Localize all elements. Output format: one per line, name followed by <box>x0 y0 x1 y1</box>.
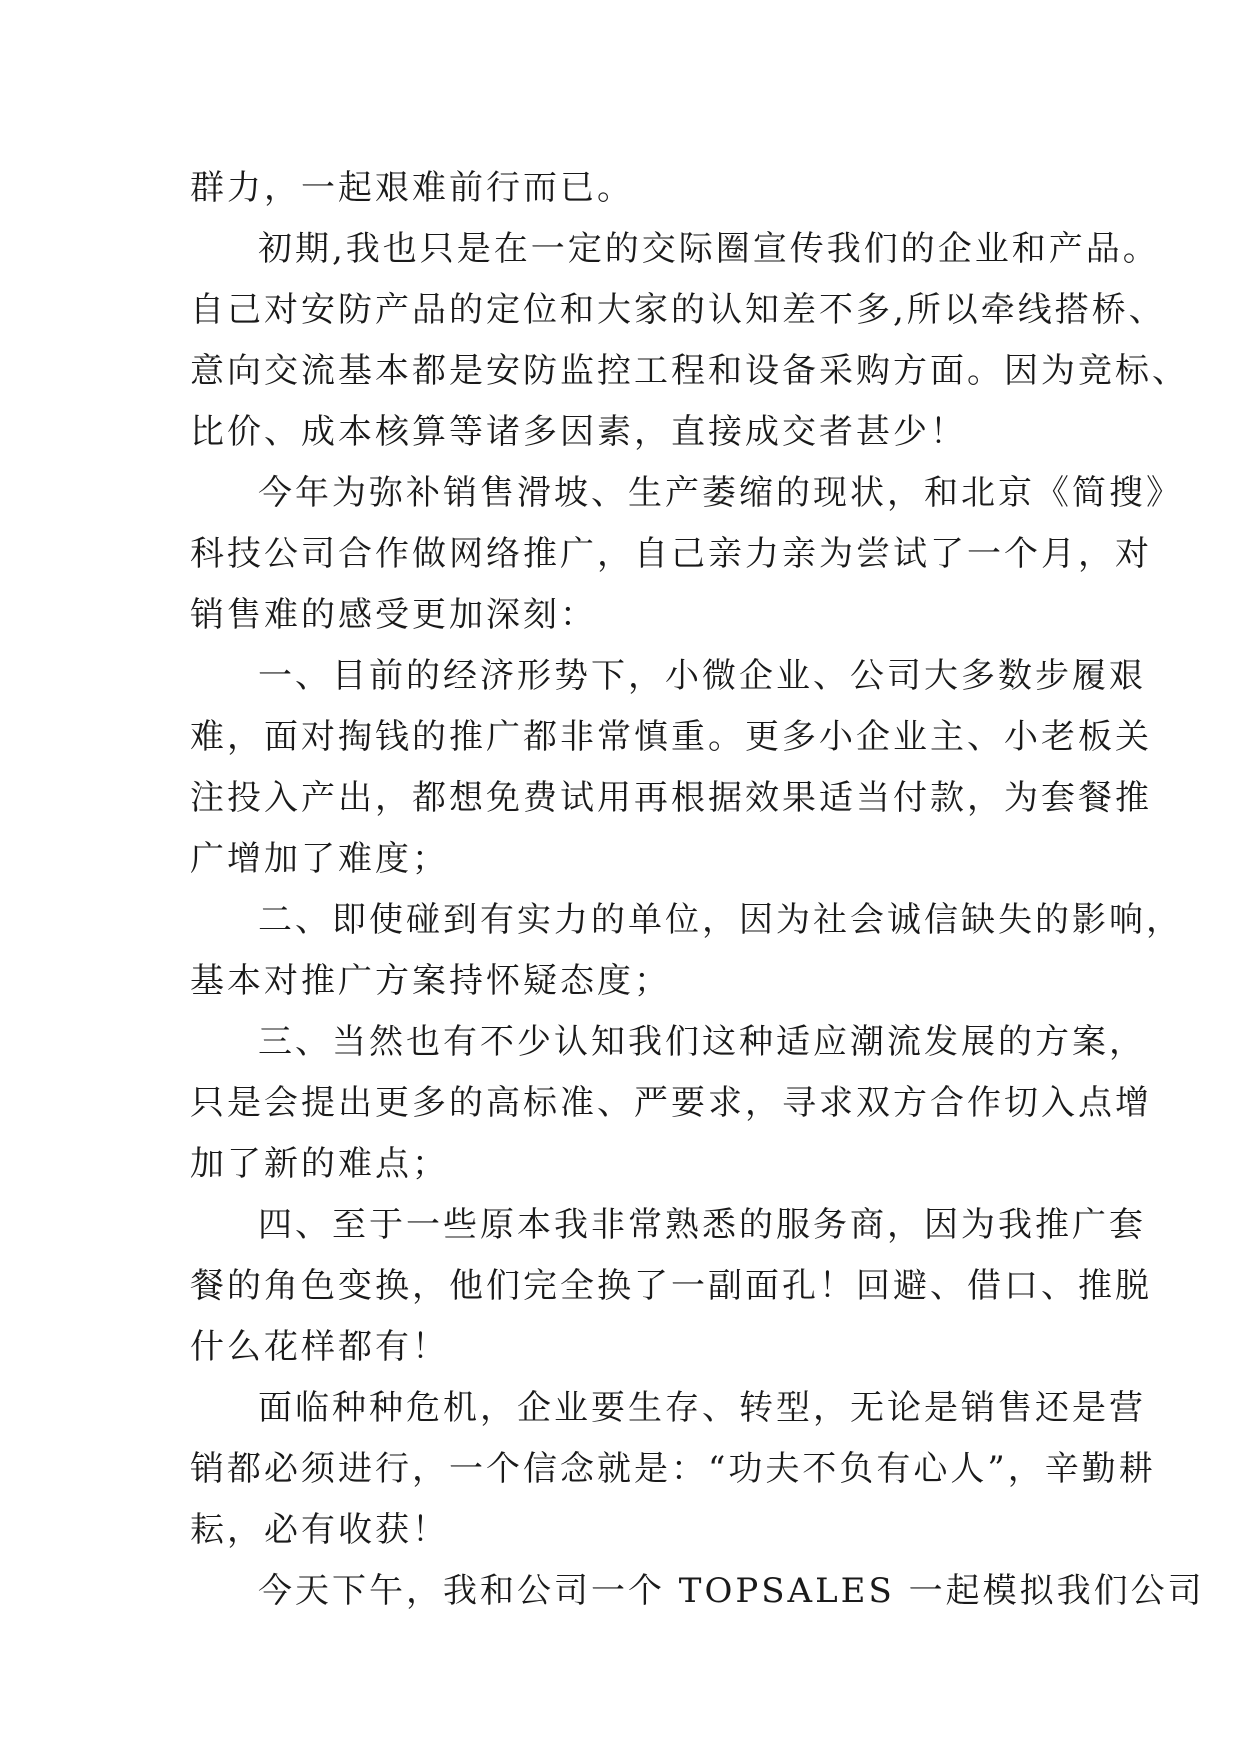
text-line: 销都必须进行，一个信念就是：“功夫不负有心人”，辛勤耕 <box>190 1449 1156 1489</box>
text-line: 四、至于一些原本我非常熟悉的服务商，因为我推广套 <box>258 1205 1146 1245</box>
text-line: 餐的角色变换，他们完全换了一副面孔！回避、借口、推脱 <box>190 1266 1152 1306</box>
text-line: 只是会提出更多的高标准、严要求，寻求双方合作切入点增 <box>190 1083 1152 1123</box>
text-line: 广增加了难度； <box>190 839 449 879</box>
text-line: 耘，必有收获！ <box>190 1510 449 1550</box>
text-line: 三、当然也有不少认知我们这种适应潮流发展的方案， <box>258 1022 1146 1062</box>
text-line: 加了新的难点； <box>190 1144 449 1184</box>
text-line: 初期,我也只是在一定的交际圈宣传我们的企业和产品。 <box>258 229 1160 269</box>
text-line: 面临种种危机，企业要生存、转型，无论是销售还是营 <box>258 1388 1146 1428</box>
text-line: 销售难的感受更加深刻： <box>190 595 597 635</box>
text-line: 科技公司合作做网络推广，自己亲力亲为尝试了一个月，对 <box>190 534 1152 574</box>
text-line: 注投入产出，都想免费试用再根据效果适当付款，为套餐推 <box>190 778 1152 818</box>
text-line: 比价、成本核算等诸多因素，直接成交者甚少！ <box>190 412 967 452</box>
text-line: 今天下午，我和公司一个 TOPSALES 一起模拟我们公司 <box>258 1571 1205 1611</box>
text-line: 群力，一起艰难前行而已。 <box>190 168 634 208</box>
document-body <box>190 158 1205 1622</box>
text-line: 今年为弥补销售滑坡、生产萎缩的现状，和北京《简搜》 <box>258 473 1183 513</box>
text-line: 基本对推广方案持怀疑态度； <box>190 961 671 1001</box>
text-line: 什么花样都有！ <box>190 1327 449 1367</box>
text-line: 难，面对掏钱的推广都非常慎重。更多小企业主、小老板关 <box>190 717 1152 757</box>
text-line: 意向交流基本都是安防监控工程和设备采购方面。因为竞标、 <box>190 351 1189 391</box>
text-line: 一、目前的经济形势下，小微企业、公司大多数步履艰 <box>258 656 1146 696</box>
text-line: 二、即使碰到有实力的单位，因为社会诚信缺失的影响， <box>258 900 1183 940</box>
text-line: 自己对安防产品的定位和大家的认知差不多,所以牵线搭桥、 <box>190 290 1166 330</box>
